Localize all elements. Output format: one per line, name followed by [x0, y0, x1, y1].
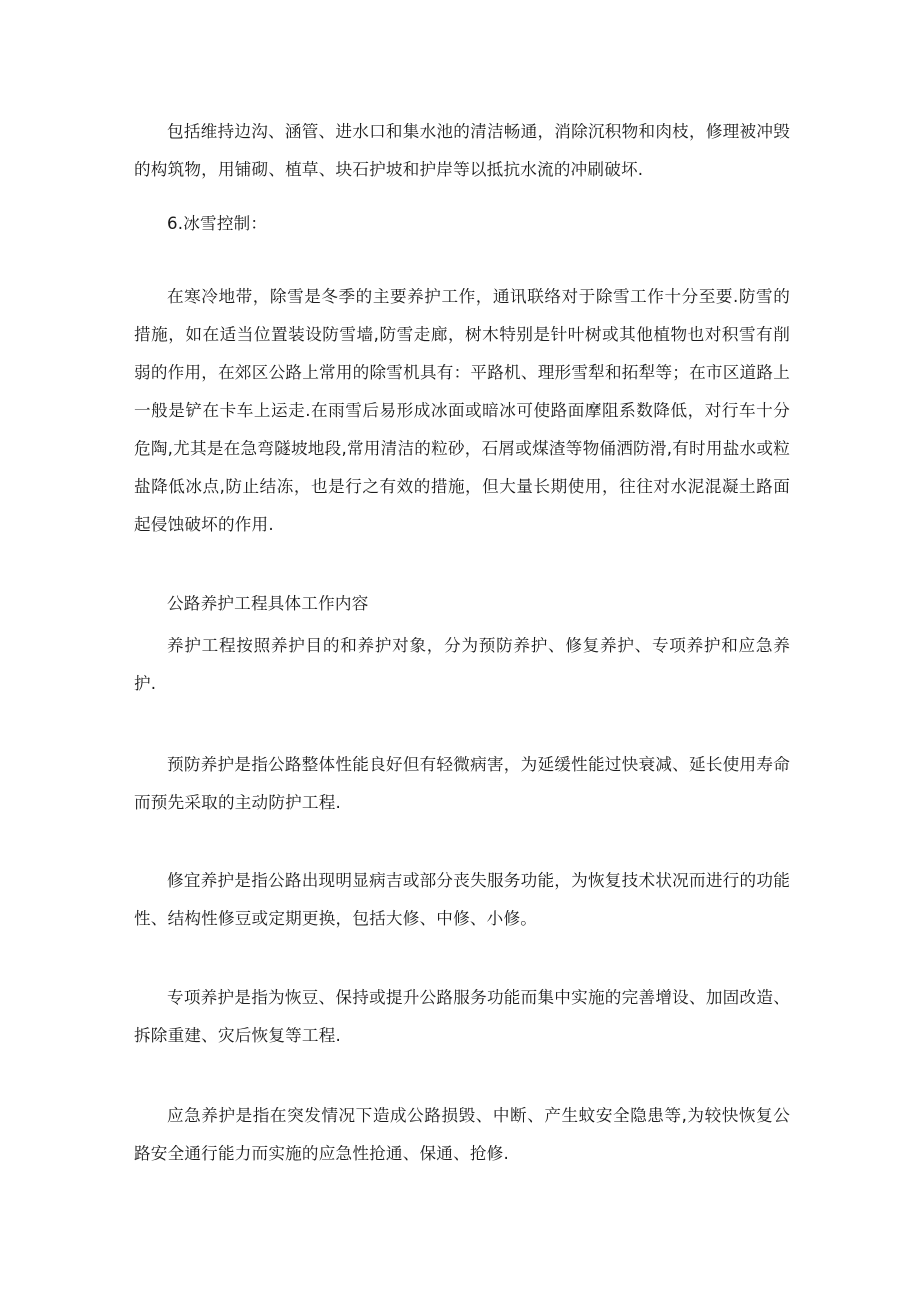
heading-ice-snow-control: 6.冰雪控制： [167, 214, 268, 233]
paragraph-preventive-maintenance: 预防养护是指公路整体性能良好但有轻微病害，为延缓性能过快衰减、延长使用寿命而预先采取的主动防护工程. [134, 755, 790, 812]
paragraph-special-maintenance: 专项养护是指为恢豆、保持或提升公路服务功能而集中实施的完善增设、加固改造、拆除重建、灾后恢复等工程. [134, 988, 790, 1045]
paragraph-drainage: 包括维持边沟、涵管、进水口和集水池的清洁畅通，消除沉积物和肉枝，修理被冲毁的构筑物，用铺砌、植草、块石护坡和护岸等以抵抗水流的冲刷破坏. [134, 122, 790, 179]
paragraph-emergency-maintenance: 应急养护是指在突发情况下造成公路损毁、中断、产生蚊安全隐患等,为较快恢复公路安全通行能力而实施的应急性抢通、保通、抢修. [134, 1106, 790, 1163]
paragraph-repair-maintenance: 修宜养护是指公路出现明显病吉或部分丧失服务功能，为恢复技术状况而进行的功能性、结构性修豆或定期更换，包括大修、中修、小修。 [134, 871, 790, 928]
paragraph-snow-removal: 在寒冷地带，除雪是冬季的主要养护工作，通讯联络对于除雪工作十分至要.防雪的措施，如在适当位置装设防雪墙,防雪走廊，树木特别是针叶树或其他植物也对积雪有削弱的作用，在郊区公路上常用的除雪机具有：平路机、理形雪犁和拓犁等；在市区道路上一般是铲在卡车上运走.在雨雪后易形成冰面或暗冰可使路面摩阻系数降低，对行车十分危陶,尤其是在急弯隧坡地段,常用清洁的粒砂，石屑或煤渣等物俑洒防滑,有时用盐水或粒盐降低冰点,防止结冻，也是行之有效的措施，但大量长期使用，往往对水泥混凝土路面起侵蚀破坏的作用. [134, 287, 790, 534]
paragraph-maintenance-categories: 养护工程按照养护目的和养护对象，分为预防养护、修复养护、专项养护和应急养护. [134, 636, 790, 693]
heading-maintenance-work: 公路养护工程具体工作内容 [167, 594, 369, 613]
